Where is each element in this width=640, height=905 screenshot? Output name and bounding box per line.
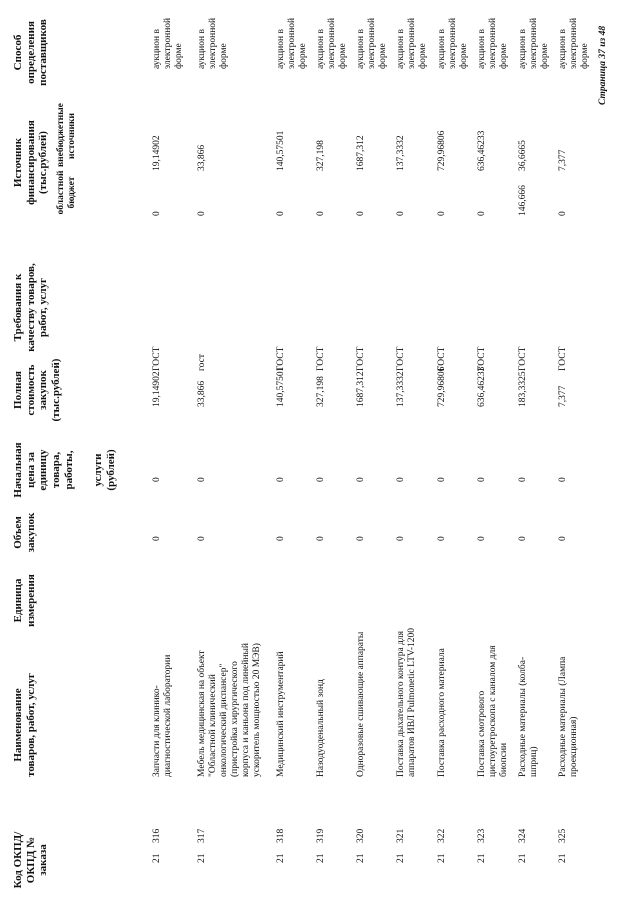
row-318-num: 318 [276,828,286,843]
row-317-num: 317 [197,828,207,843]
row-318-cost: 140,57501 [276,366,286,407]
row-323-method: аукцион в электронной форме [477,17,509,69]
row-323-quality: ГОСТ [477,346,487,371]
row-319-regional: 0 [316,211,326,216]
row-316-name: Запчасти для клинико-диагностической лаборатории [152,654,173,777]
row-323-regional: 0 [477,211,487,216]
row-317-code: 21 [197,853,207,863]
row-322-cost: 729,96806 [437,366,447,407]
row-323-volume: 0 [477,536,487,541]
row-321-price: 0 [396,477,406,482]
row-317-name: Мебель медицинская на объект "Областной клинический онкологический диспансер" (пристройка хирургического корпуса и каньона под линейный ускоритель мощностью 20 МЭВ) [197,643,262,777]
row-322-regional: 0 [437,211,447,216]
row-323-price: 0 [477,477,487,482]
row-320-price: 0 [356,477,366,482]
header-code: Код ОКПД/ ОКПД № заказа [12,831,50,889]
header-source-regional: областной бюджет [56,170,77,215]
row-318-quality: ГОСТ [276,346,286,371]
row-322-name: Поставка расходного материала [437,648,447,777]
row-317-price: 0 [197,477,207,482]
row-319-name: Назодуоденальный зонд [316,679,326,777]
row-322-num: 322 [437,828,447,843]
header-source: Источник финансирования (тыс.рублей) [12,120,50,205]
row-325-regional: 0 [558,211,568,216]
header-quality: Требования к качеству товаров, работ, услуг [12,263,50,352]
row-325-cost: 7,377 [558,385,568,407]
row-318-other: 140,57501 [276,130,286,171]
row-316-regional: 0 [152,211,162,216]
header-price-unit: услуги (рублей) [92,449,117,491]
row-323-code: 21 [477,853,487,863]
row-323-name: Поставка смотрового цистоуретроскопа с каналом для биопсии [477,645,509,777]
row-316-volume: 0 [152,536,162,541]
row-322-other: 729,96806 [437,130,447,171]
row-324-volume: 0 [518,536,528,541]
row-325-method: аукцион в электронной форме [558,17,590,69]
row-324-method: аукцион в электронной форме [518,17,550,69]
header-source-other: внебюджетные источники [56,103,77,167]
row-324-quality: ГОСТ [518,346,528,371]
row-321-other: 137,3332 [396,135,406,171]
row-321-quality: ГОСТ [396,346,406,371]
row-320-quality: ГОСТ [356,346,366,371]
row-319-volume: 0 [316,536,326,541]
row-316-method: аукцион в электронной форме [152,17,184,69]
row-319-cost: 327,198 [316,376,326,407]
row-322-price: 0 [437,477,447,482]
row-319-method: аукцион в электронной форме [316,17,348,69]
header-method: Способ определения поставщиков [12,19,50,86]
row-317-quality: гост [197,353,207,371]
row-322-volume: 0 [437,536,447,541]
row-323-other: 636,46233 [477,130,487,171]
row-318-volume: 0 [276,536,286,541]
row-324-name: Расходные материалы (колба-шприц) [518,656,539,777]
row-324-cost: 183,3325 [518,371,528,407]
row-321-method: аукцион в электронной форме [396,17,428,69]
row-317-cost: 33,866 [197,380,207,407]
row-324-other: 36,6665 [518,140,528,171]
row-317-other: 33,866 [197,144,207,171]
row-318-name: Медицинский инструментарий [276,651,286,777]
header-price: Начальная цена за единицу товара, работы, [12,442,75,498]
row-323-num: 323 [477,828,487,843]
row-318-regional: 0 [276,211,286,216]
row-320-name: Одноразовые сшивающие аппараты [356,631,366,777]
row-319-price: 0 [316,477,326,482]
row-320-cost: 1687,312 [356,371,366,407]
row-325-quality: ГОСТ [558,346,568,371]
row-316-num: 316 [152,828,162,843]
row-320-method: аукцион в электронной форме [356,17,388,69]
row-317-regional: 0 [197,211,207,216]
row-321-cost: 137,3332 [396,371,406,407]
row-316-price: 0 [152,477,162,482]
row-325-name: Расходные материалы (Лампа проекционная) [558,656,579,777]
header-name: Наименование товаров, работ, услуг [12,673,37,777]
row-321-regional: 0 [396,211,406,216]
row-325-code: 21 [558,853,568,863]
row-319-code: 21 [316,853,326,863]
row-325-other: 7,377 [558,149,568,171]
row-319-other: 327,198 [316,140,326,171]
row-319-quality: ГОСТ [316,346,326,371]
row-321-num: 321 [396,828,406,843]
row-323-cost: 636,46233 [477,366,487,407]
row-324-price: 0 [518,477,528,482]
row-322-code: 21 [437,853,447,863]
row-319-num: 319 [316,828,326,843]
row-320-code: 21 [356,853,366,863]
row-324-regional: 146,666 [518,185,528,216]
row-325-num: 325 [558,828,568,843]
row-320-other: 1687,312 [356,135,366,171]
row-324-num: 324 [518,828,528,843]
header-cost: Полная стоимость закупок (тыс.рублей) [12,358,62,422]
row-316-quality: ГОСТ [152,346,162,371]
row-324-code: 21 [518,853,528,863]
page-number: Страница 37 из 48 [598,25,608,105]
row-321-name: Поставка дыхательного контура для аппаратов ИВЛ Pulmonetic LTV-1200 [396,627,417,777]
row-321-volume: 0 [396,536,406,541]
row-318-price: 0 [276,477,286,482]
row-316-cost: 19,14902 [152,371,162,407]
row-316-other: 19,14902 [152,135,162,171]
row-325-volume: 0 [558,536,568,541]
row-322-method: аукцион в электронной форме [437,17,469,69]
row-320-volume: 0 [356,536,366,541]
row-320-num: 320 [356,828,366,843]
row-322-quality: ГОСТ [437,346,447,371]
row-318-method: аукцион в электронной форме [276,17,308,69]
row-325-price: 0 [558,477,568,482]
row-317-volume: 0 [197,536,207,541]
row-320-regional: 0 [356,211,366,216]
row-321-code: 21 [396,853,406,863]
row-316-code: 21 [152,853,162,863]
row-317-method: аукцион в электронной форме [197,17,229,69]
header-unit: Единица измерения [12,574,37,627]
header-volume: Объем закупок [12,512,37,553]
row-318-code: 21 [276,853,286,863]
